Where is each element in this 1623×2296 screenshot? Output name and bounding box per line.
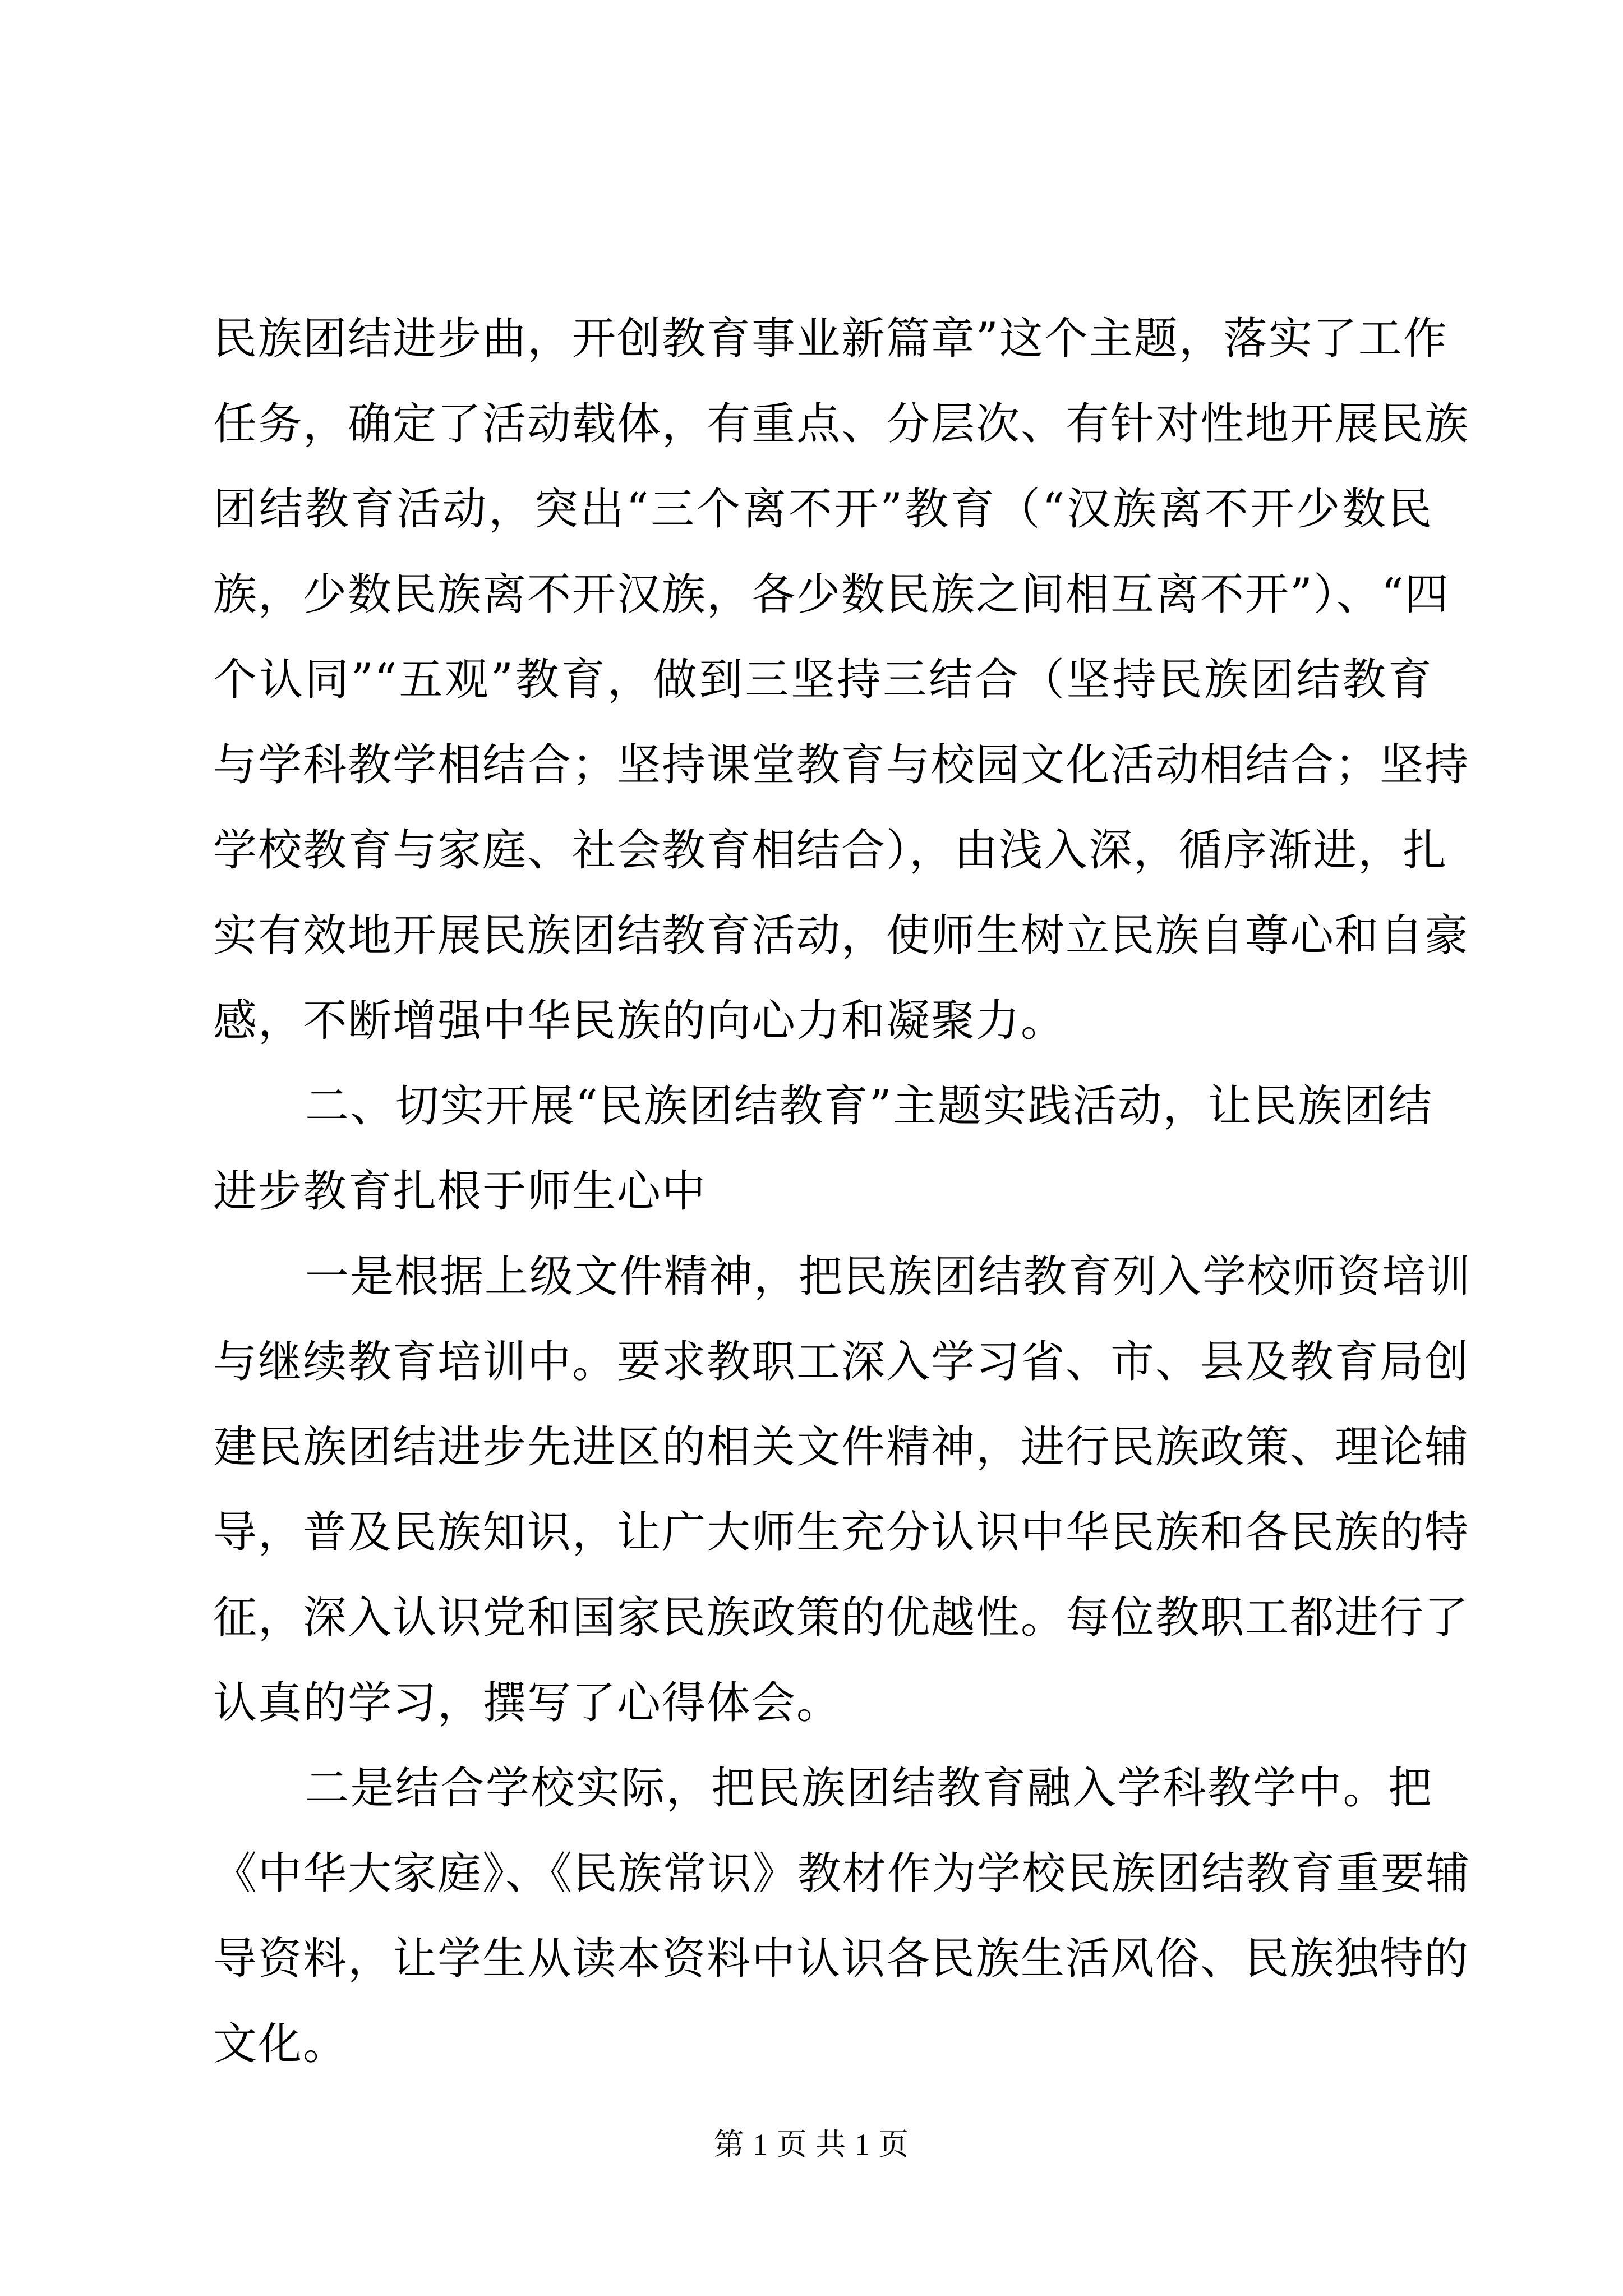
text-line: 民族团结进步曲，开创教育事业新篇章”这个主题，落实了工作	[213, 314, 1448, 364]
text-line: 一是根据上级文件精神，把民族团结教育列入学校师资培训	[305, 1251, 1472, 1302]
text-line: 《中华大家庭》、《民族常识》教材作为学校民族团结教育重要辅	[213, 1848, 1471, 1899]
paragraph-4	[213, 1746, 1471, 2087]
text-line: 与继续教育培训中。要求教职工深入学习省、市、县及教育局创	[213, 1337, 1470, 1387]
text-line: 建民族团结进步先进区的相关文件精神，进行民族政策、理论辅	[213, 1422, 1470, 1473]
page-number-footer: 第 1 页 共 1 页	[713, 2128, 910, 2161]
paragraph-1	[213, 296, 1470, 1064]
text-line: 与学科教学相结合；坚持课堂教育与校园文化活动相结合；坚持	[213, 740, 1470, 790]
text-line: 实有效地开展民族团结教育活动，使师生树立民族自尊心和自豪	[213, 910, 1470, 961]
text-line: 导资料，让学生从读本资料中认识各民族生活风俗、民族独特的	[213, 1934, 1470, 1984]
section-heading-2	[213, 1064, 1433, 1234]
text-line: 文化。	[213, 2019, 348, 2069]
text-line: 任务，确定了活动载体，有重点、分层次、有针对性地开展民族	[213, 399, 1470, 449]
text-line: 二是结合学校实际，把民族团结教育融入学科教学中。把	[305, 1763, 1433, 1814]
text-line: 团结教育活动，突出“三个离不开”教育（“汉族离不开少数民	[213, 484, 1433, 535]
text-line: 认真的学习，撰写了心得体会。	[213, 1678, 842, 1728]
document-body	[213, 296, 1472, 2087]
text-line: 个认同”“五观”教育，做到三坚持三结合（坚持民族团结教育	[213, 655, 1433, 705]
text-line: 导，普及民族知识，让广大师生充分认识中华民族和各民族的特	[213, 1507, 1470, 1558]
paragraph-3	[213, 1234, 1472, 1746]
text-line: 感，不断增强中华民族的向心力和凝聚力。	[213, 996, 1066, 1046]
text-line: 征，深入认识党和国家民族政策的优越性。每位教职工都进行了	[213, 1593, 1470, 1643]
text-line: 进步教育扎根于师生心中	[213, 1166, 707, 1217]
text-line: 学校教育与家庭、社会教育相结合），由浅入深，循序渐进，扎	[213, 825, 1448, 876]
text-line: 二、切实开展“民族团结教育”主题实践活动，让民族团结	[305, 1081, 1433, 1131]
text-line: 族，少数民族离不开汉族，各少数民族之间相互离不开”）、“四	[213, 569, 1450, 620]
